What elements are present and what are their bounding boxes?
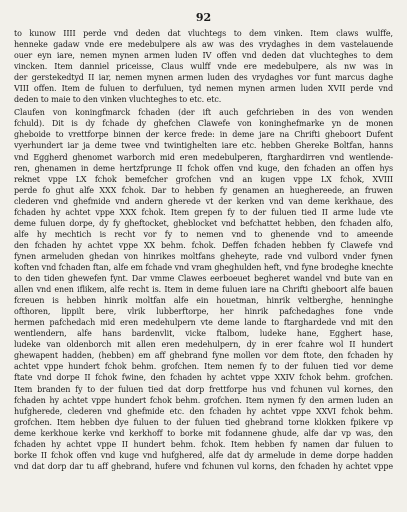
text-line: henneke gadaw vnde ere medebulpere als aw was des vrydaghes in dem vastelauende xyxy=(14,40,393,50)
text-line: Claufen von koningfmarck fchaden (der ift auch gefchrieben in des von wenden xyxy=(14,108,393,118)
text-line: gheboide to vrettforpe binnen der kerce frede: in deme jare na Chrifti gheboort Dufent xyxy=(14,130,393,140)
paragraph-1 xyxy=(14,28,393,105)
text-line: vnd Eggherd ghenomet warborch mid eren medebulperen, ftarghardirren vnd wentlende- xyxy=(14,152,393,162)
text-line: ren, ghenamen in deme hertzfprunge II fchok offen vnd kuge, den fchaden an offen hys xyxy=(14,163,393,173)
text-line: deden to maie to den vinken vluchteghes to etc. etc. xyxy=(14,95,222,105)
text-line: vyerhundert iar ja deme twee vnd twintighelten iare etc. hebben Ghereke Boltfan, hanns xyxy=(14,141,393,151)
text-line: hufgherede, clederen vnd ghefmide etc. den fchaden hy achtet vppe XXVI fchok behm. xyxy=(14,406,393,416)
text-line: ghewapent hadden, (hebben) em aff ghebrand fyne mollen vor dem ftote, den fchaden hy xyxy=(14,351,393,361)
text-line: fynen armeluden ghedan von hinrikes moltfans gheheyte, rade vnd vulbord vnder fynen xyxy=(14,251,393,261)
text-line: fchuld). Dit is dy fchade dy ghefchen Clawefe von koninghefmarke yn de monen xyxy=(14,119,393,129)
text-line: wentlendern, alfe hans bardenvlit, vicke ftalbom, ludeke hane, Egghert hase, xyxy=(14,329,393,339)
text-line: fcreuen is hebben hinrik moltfan alfe ein houetman, hinrik veltberghe, henninghe xyxy=(14,296,393,306)
text-line: vincken. Item danniel priceisse, Claus wulff vnde ere medebulpere, als nw was in xyxy=(14,62,393,72)
text-line: der gerstekedtyd II iar, nemen mynen armen luden des vrydaghes vor funt marcus daghe xyxy=(14,73,393,83)
text-line: ftate vnd dorpe II fchok fwine, den fchaden hy achtet vppe XXIV fchok behm. grofchen. xyxy=(14,373,393,383)
text-line: ofthoren, lippilt bere, vlrik lubberftorpe, her hinrik pafchedaghes fone vnde xyxy=(14,307,393,317)
text-line: ludeke van oldenborch mit allen eren medehulpern, dy in erer fcahre wol II hundert xyxy=(14,340,393,350)
text-line: achtet vppe hundert fchok behm. grofchen. Item nemen fy to der fuluen tied vor deme xyxy=(14,362,393,372)
text-line: VIII offen. Item de fuluen to derfuluen, tyd nemen mynen armen luden XVII perde vnd xyxy=(14,84,393,94)
text-line: clederen vnd ghefmide vnd andern gherede vt der kerken vnd van deme kerkhaue, des xyxy=(14,196,393,206)
paragraph-2 xyxy=(14,107,393,472)
text-line: fchaden hy achtet vppe XXX fchok. Item grepen fy to der fuluen tied II arme lude vte xyxy=(14,207,393,217)
text-line: perde fo ghut alfe XXX fchok. Dar to hebben fy genamen an hueghereede, an fruwen xyxy=(14,185,393,195)
text-line: to den tiden ghewefen fynt. Dar vmme Clawes eerboeuet begheret wandel vnd bute van en xyxy=(14,274,393,284)
text-line: deme kerkhoue kerke vnd kerkhoff to borke mit fodannene ghude, alfe dar vp was, den xyxy=(14,428,393,438)
text-line: borke II fchok offen vnd kuge vnd hufghered, alfe dat dy armelude in deme dorpe hadden xyxy=(14,450,393,460)
text-line: deme fuluen dorpe, dy fy gheftocket, gheblocket vnd befchattet hebben, den fchaden alfo, xyxy=(14,218,393,228)
text-line: Item branden fy to der fuluen tied dat dorp frettforpe hus vnd fchunen vul kornes, den xyxy=(14,384,393,394)
text-line: fchaden hy achtet vppe II hundert behm. fchok. Item hebben fy namen dar fuluen to xyxy=(14,439,393,449)
text-line: grofchen. Item hebben dye fuluen to der fuluen tied ghebrand torne klokken fpikere vp xyxy=(14,417,393,427)
text-line: koften vnd fchaden ftan, alfe em fchade vnd vram gheghulden heft, vnd fyne brodeghe knechte xyxy=(14,262,393,272)
text-line: fchaden hy achtet vppe hundert fchok behm. grofchen. Item nymen fy den armen luden an xyxy=(14,395,393,405)
text-line: hermen pafchedach mid eren medehulpern vte deme lande to ftarghardede vnd mit den xyxy=(14,318,393,328)
text-line: den fchaden hy achtet vppe XX behm. fchok. Deffen fchaden hebben fy Clawefe vnd xyxy=(14,240,393,250)
text-line: alfe hy mechtich is recht vor fy to nemen vnd to ghenende vnd to ameende xyxy=(14,229,393,239)
text-line: vnd dat dorp dar tu aff ghebrand, hufere vnd fchunen vul korns, den fchaden hy achtet vppe xyxy=(14,461,393,471)
text-line: reknet vppe LX fchok bemefcher grofchen vnd an kugen vppe LX fchok, XVIII xyxy=(14,174,393,184)
text-line: allen vnd enen iflikem, alfe recht is. Item in deme fuluen iare na Chrifti gheboort alfe bauen xyxy=(14,285,393,295)
text-line: to kunow IIII perde vnd deden dat vluchtegs to dem vinken. Item claws wulffe, xyxy=(14,29,393,38)
page-number: 92 xyxy=(195,11,212,24)
text-line: ouer eyn iare, nemen mynen armen luden IV offen vnd deden dat vluchteghes to dem xyxy=(14,51,393,61)
